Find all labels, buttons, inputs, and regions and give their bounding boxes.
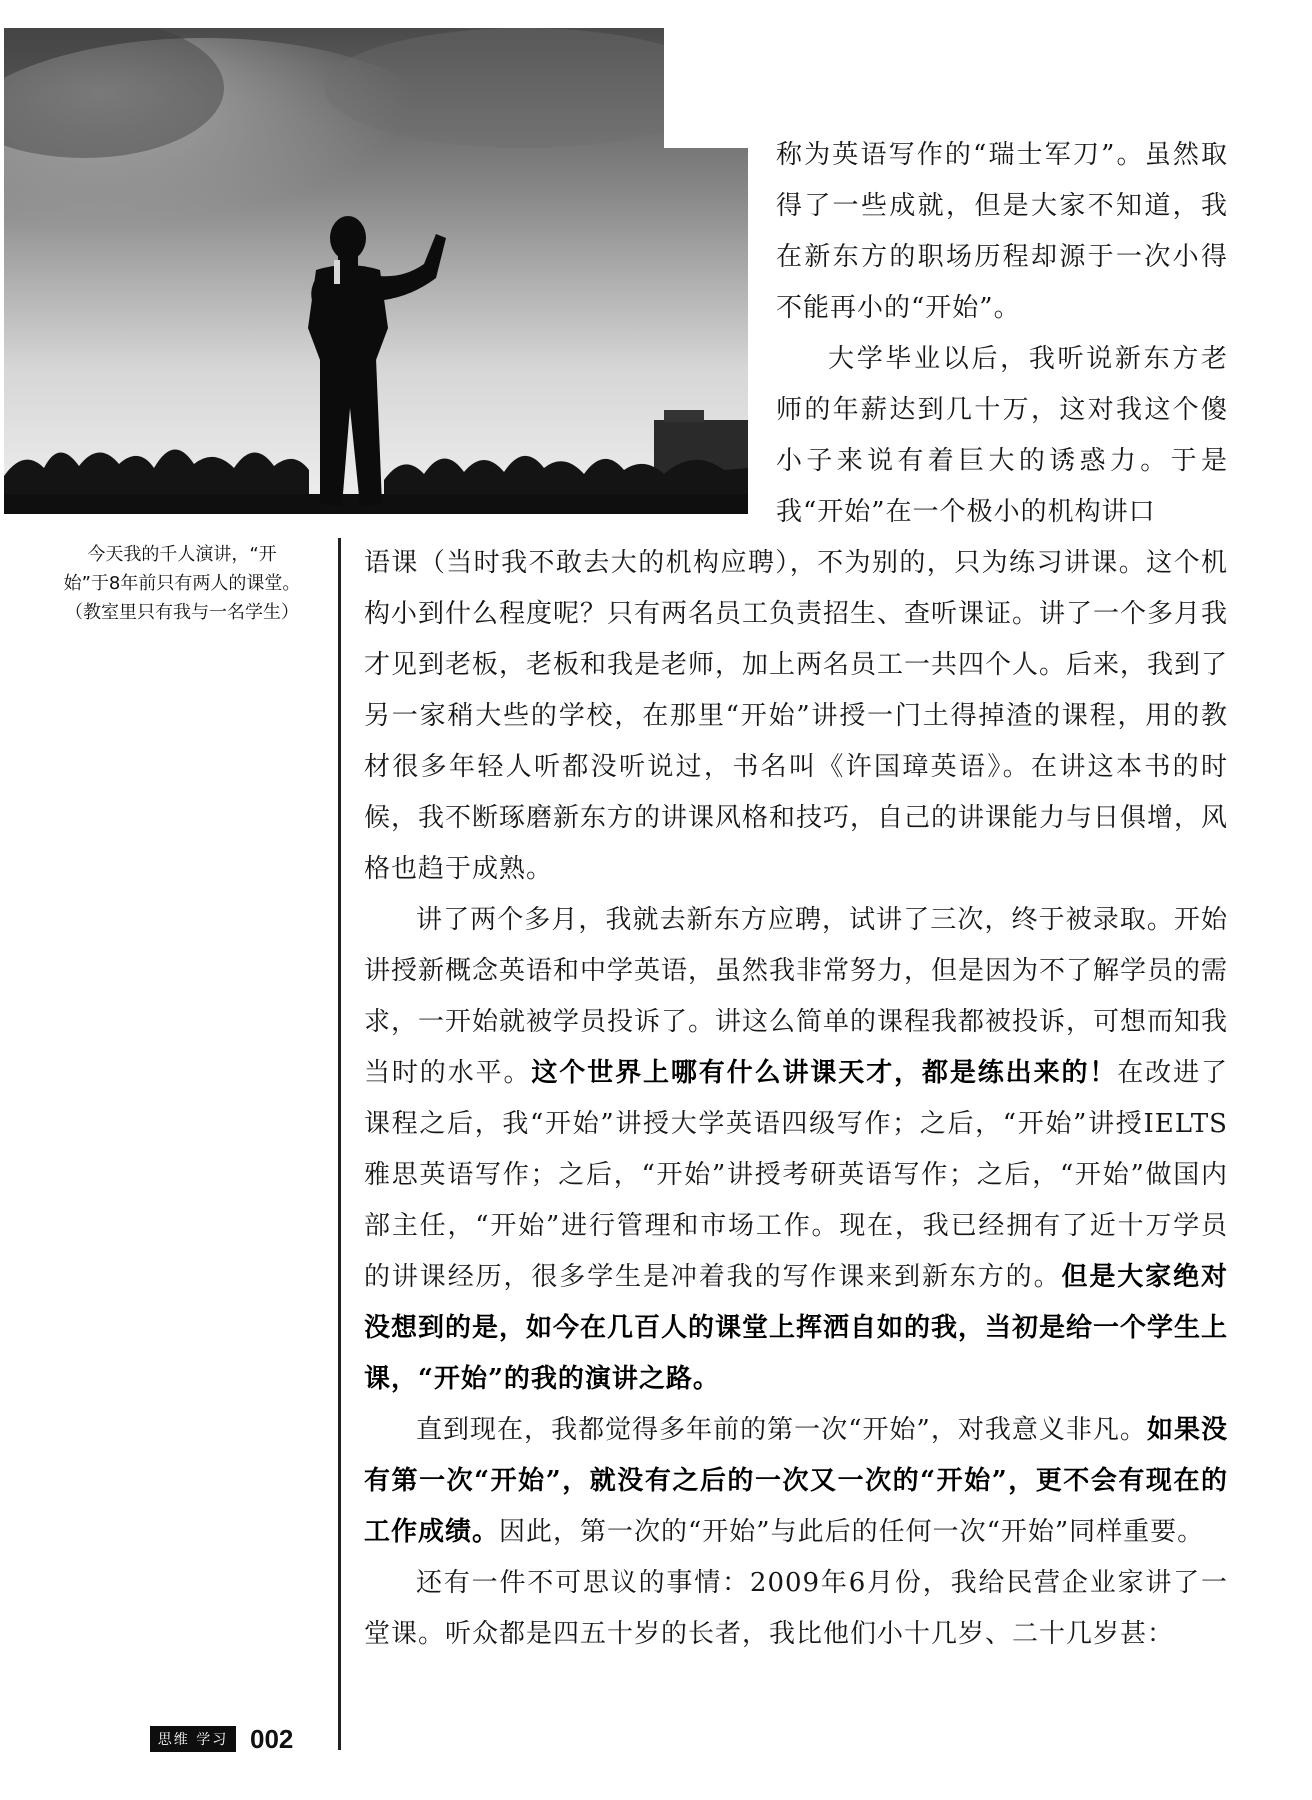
- paragraph-1: 称为英语写作的“瑞士军刀”。虽然取得了一些成就，但是大家不知道，我在新东方的职场历程却源于一次小得不能再小的“开始”。: [776, 140, 1228, 323]
- photo-caption: [36, 540, 328, 627]
- page-footer: [150, 1722, 293, 1756]
- paragraph-4: [364, 1405, 1228, 1558]
- speaker-photo-image: [4, 28, 748, 514]
- paragraph-3-part-a: 讲了两个多月，我就去新东方应聘，试讲了三次，终于被录取。开始讲授新概念英语和中学英语，虽然我非常努力，但是因为不了解学员的需求，一开始就被学员投诉了。讲这么简单的课程我都被投诉，可想而知我当时的水平。: [364, 905, 1229, 1088]
- paragraph-2-continued: 语课（当时我不敢去大的机构应聘），不为别的，只为练习讲课。这个机构小到什么程度呢？只有两名员工负责招生、查听课证。讲了一个多月我才见到老板，老板和我是老师，加上两名员工一共四个人。后来，我到了另一家稍大些的学校，在那里“开始”讲授一门土得掉渣的课程，用的教材很多年轻人听都没听说过，书名叫《许国璋英语》。在讲这本书的时候，我不断琢磨新东方的讲课风格和技巧，自己的讲课能力与日俱增，风格也趋于成熟。: [364, 548, 1229, 884]
- paragraph-3-bold-2: 但是大家绝对没想到的是，如今在几百人的课堂上挥洒自如的我，当初是给一个学生上课，“开始”的我的演讲之路。: [364, 1262, 1229, 1394]
- article-top-column: [776, 130, 1228, 538]
- caption-line-2: 始”于8年前只有两人的课堂。: [63, 573, 301, 594]
- caption-line-3: （教室里只有我与一名学生）: [65, 602, 299, 623]
- paragraph-4-part-b: 因此，第一次的“开始”与此后的任何一次“开始”同样重要。: [499, 1517, 1205, 1547]
- column-divider: [338, 538, 341, 1750]
- caption-line-1: 今天我的千人演讲，“开: [87, 544, 277, 565]
- paragraph-4-part-a: 直到现在，我都觉得多年前的第一次“开始”，对我意义非凡。: [416, 1415, 1147, 1445]
- article-main-column: [364, 538, 1228, 1660]
- footer-logo: 思维 学习: [150, 1726, 236, 1752]
- paragraph-3-part-b: 在改进了课程之后，我“开始”讲授大学英语四级写作；之后，“开始”讲授IELTS雅思英语写作；之后，“开始”讲授考研英语写作；之后，“开始”做国内部主任，“开始”进行管理和市场工作。现在，我已经拥有了近十万学员的讲课经历，很多学生是冲着我的写作课来到新东方的。: [364, 1058, 1228, 1292]
- paragraph-3: [364, 895, 1228, 1405]
- paragraph-4-bold: 如果没有第一次“开始”，就没有之后的一次又一次的“开始”，更不会有现在的工作成绩。: [364, 1415, 1228, 1547]
- paragraph-3-bold-1: 这个世界上哪有什么讲课天才，都是练出来的！: [531, 1058, 1118, 1088]
- page-number: 002: [250, 1723, 294, 1754]
- paragraph-5: 还有一件不可思议的事情：2009年6月份，我给民营企业家讲了一堂课。听众都是四五十岁的长者，我比他们小十几岁、二十几岁甚：: [364, 1568, 1228, 1649]
- speaker-photo: [4, 28, 748, 514]
- paragraph-2-top: 大学毕业以后，我听说新东方老师的年薪达到几十万，这对我这个傻小子来说有着巨大的诱惑力。于是我“开始”在一个极小的机构讲口: [776, 344, 1228, 527]
